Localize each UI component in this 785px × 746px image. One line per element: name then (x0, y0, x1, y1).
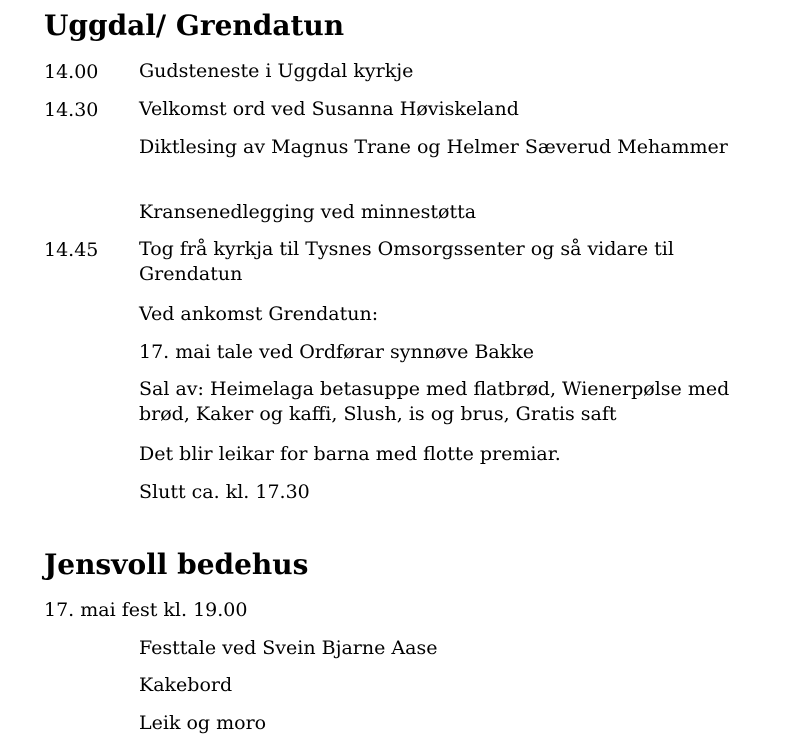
section-title-jensvoll: Jensvoll bedehus (44, 548, 309, 581)
section-title-uggdal: Uggdal/ Grendatun (44, 9, 345, 42)
program-item: Gudsteneste i Uggdal kyrkje (139, 60, 414, 82)
program-item: Slutt ca. kl. 17.30 (139, 481, 310, 503)
program-item: Festtale ved Svein Bjarne Aase (139, 637, 438, 659)
program-item: Ved ankomst Grendatun: (139, 303, 379, 325)
program-item: Velkomst ord ved Susanna Høviskeland (139, 98, 519, 120)
program-item: 17. mai tale ved Ordførar synnøve Bakke (139, 341, 535, 363)
program-item: Tog frå kyrkja til Tysnes Omsorgssenter og så vidare til Grendatun (139, 238, 674, 285)
event-time: 17. mai fest kl. 19.00 (44, 599, 248, 621)
time-1430: 14.30 (44, 99, 99, 121)
program-item: Kakebord (139, 674, 233, 696)
program-item: Kransenedlegging ved minnestøtta (139, 201, 477, 223)
program-item: Diktlesing av Magnus Trane og Helmer Sæverud Mehammer (139, 136, 728, 158)
time-1400: 14.00 (44, 61, 99, 83)
program-item: Leik og moro (139, 712, 267, 734)
time-1445: 14.45 (44, 239, 99, 261)
program-item: Sal av: Heimelaga betasuppe med flatbrød, Wienerpølse med brød, Kaker og kaffi, Slush, is og brus, Gratis saft (139, 378, 730, 425)
program-item: Det blir leikar for barna med flotte premiar. (139, 443, 561, 465)
